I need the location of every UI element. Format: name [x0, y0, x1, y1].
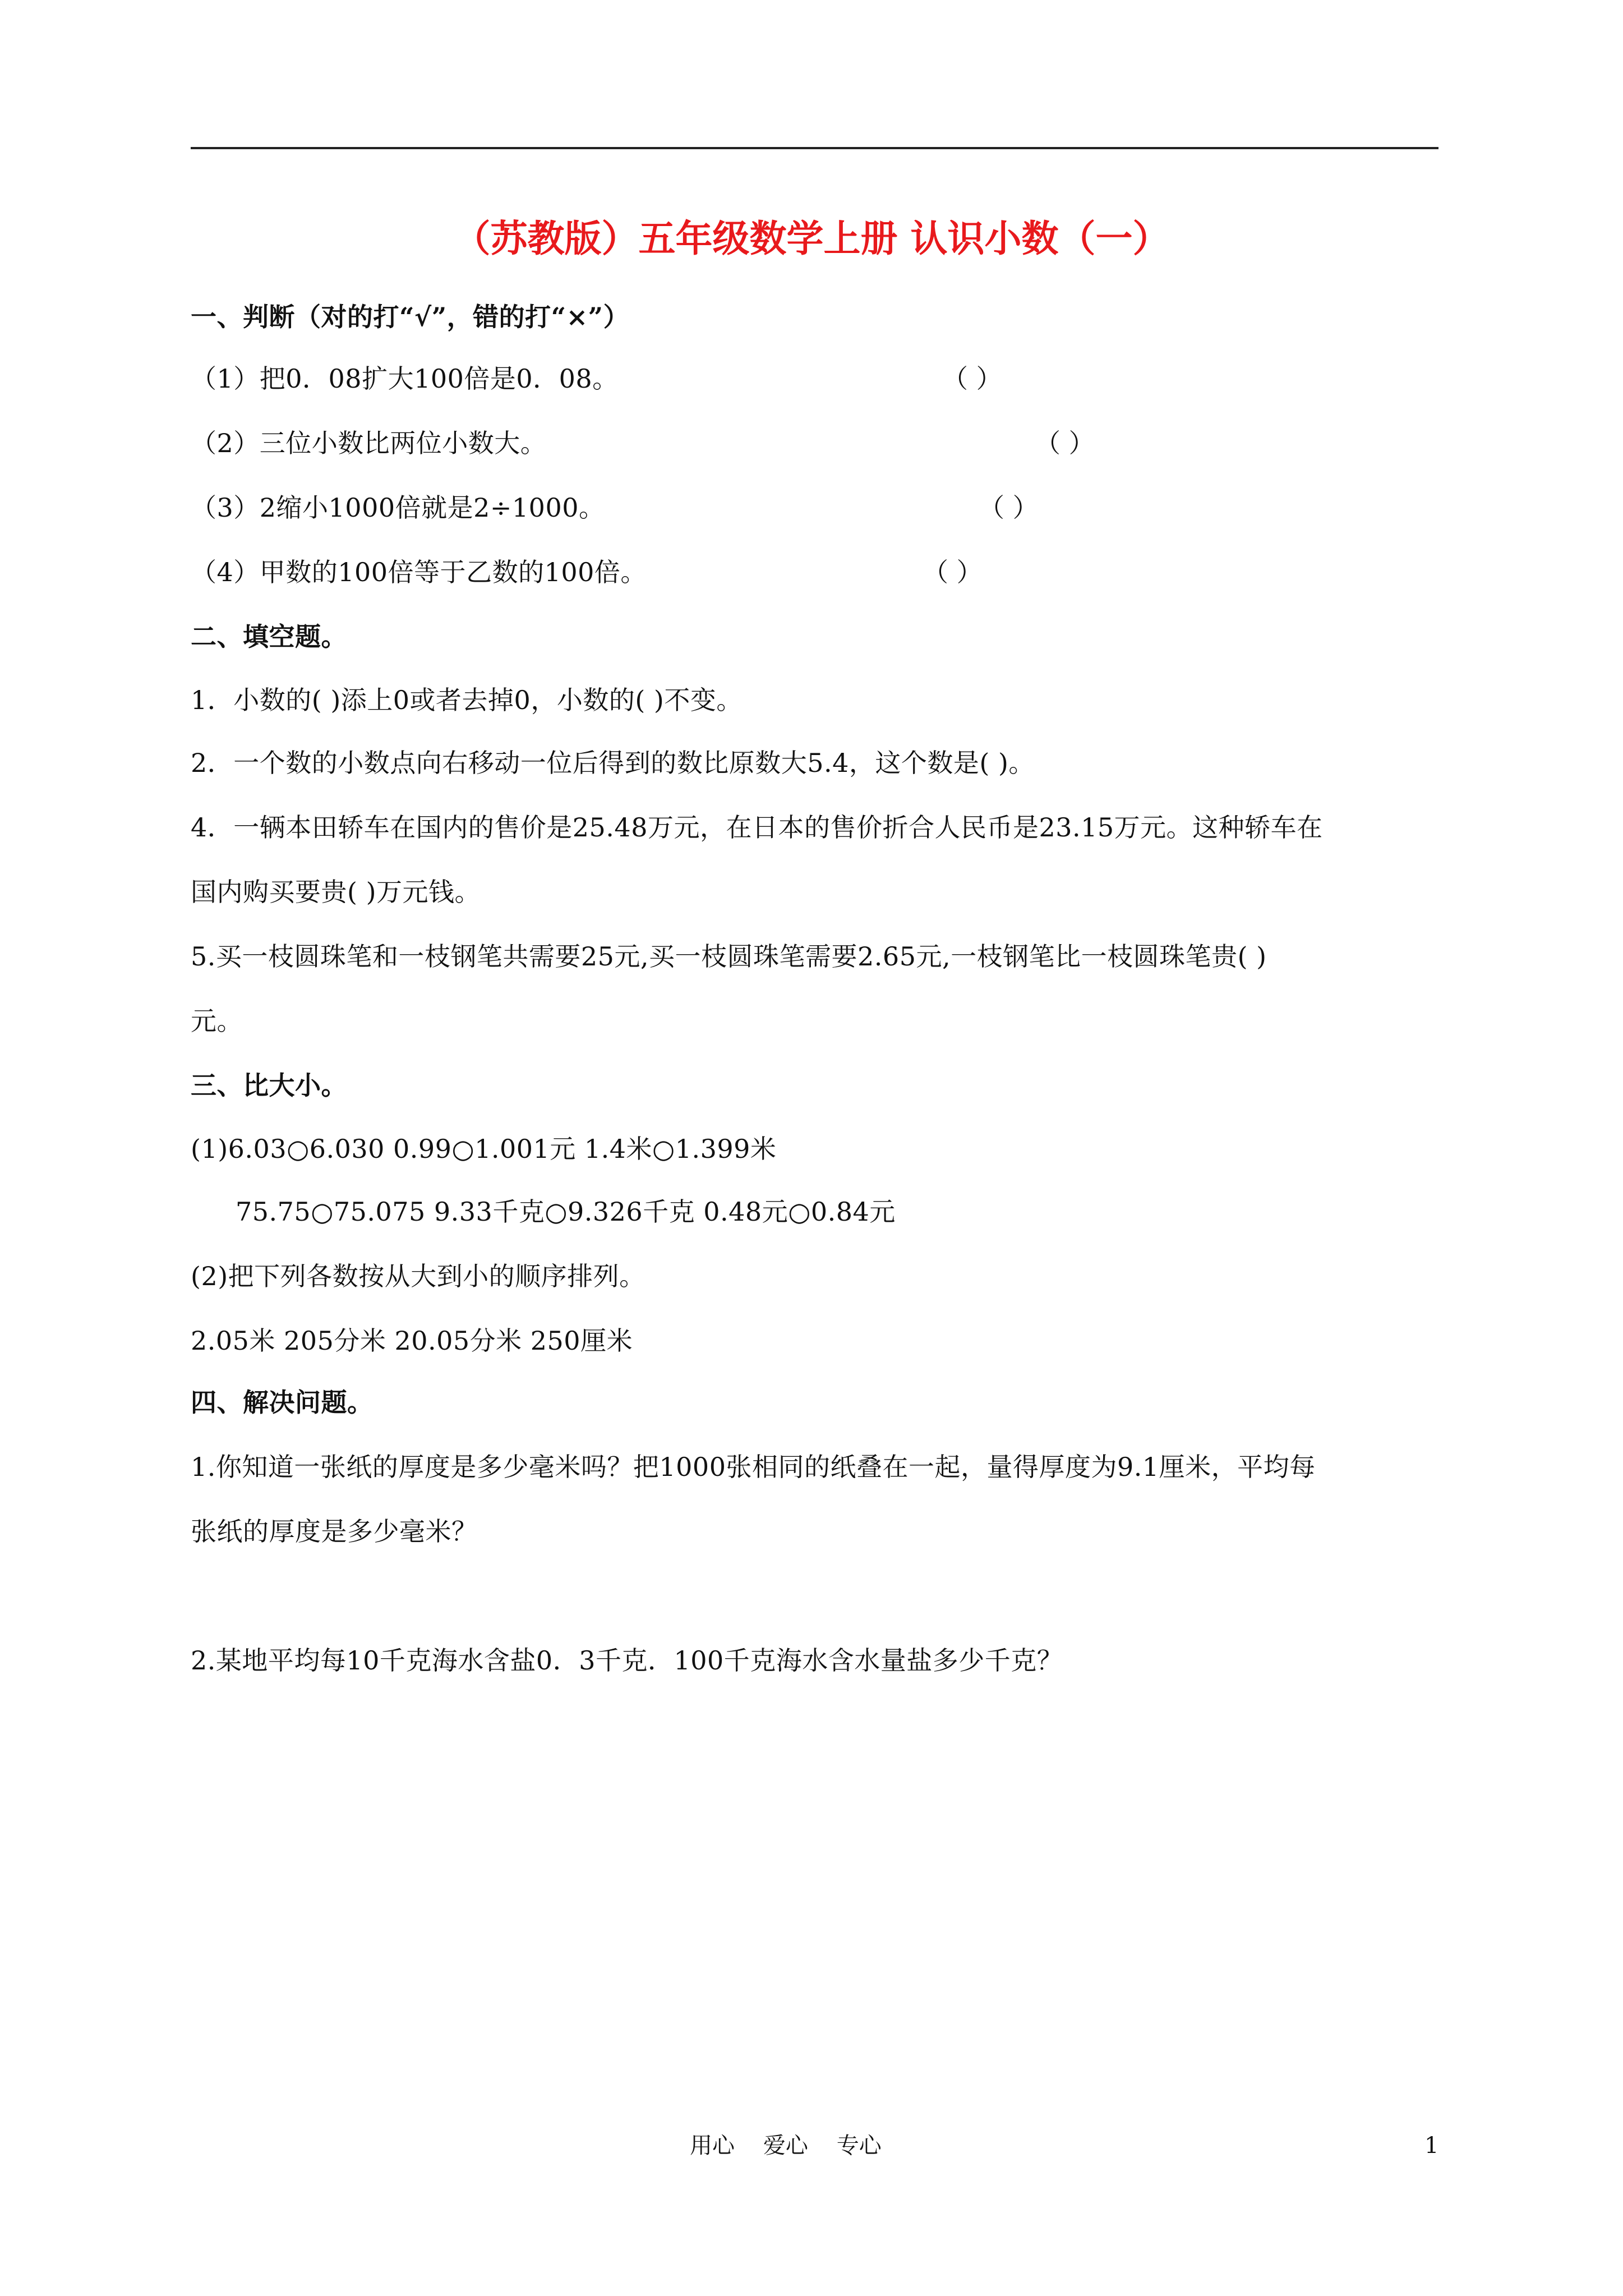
header-rule: [191, 147, 1438, 149]
judge-answer-1[interactable]: （ ）: [942, 364, 1002, 394]
problem-1-line1: 1.你知道一张纸的厚度是多少毫米吗？把1000张相同的纸叠在一起，量得厚度为9.1厘米，平均每: [191, 1452, 1316, 1482]
section2-heading: 二、填空题。: [191, 622, 347, 652]
judge-item-2: （2）三位小数比两位小数大。: [191, 428, 547, 458]
section3-heading: 三、比大小。: [191, 1070, 347, 1101]
judge-answer-3[interactable]: （ ）: [979, 493, 1039, 523]
section4-heading: 四、解决问题。: [191, 1387, 374, 1418]
judge-answer-4[interactable]: （ ）: [923, 557, 983, 587]
fill-item-4-line1: 4．一辆本田轿车在国内的售价是25.48万元，在日本的售价折合人民币是23.15万元。这种轿车在: [191, 812, 1323, 843]
compare-row-2: 75.75○75.075 9.33千克○9.326千克 0.48元○0.84元: [236, 1197, 896, 1227]
judge-answer-2[interactable]: （ ）: [1035, 428, 1095, 458]
fill-item-4-line2: 国内购买要贵( )万元钱。: [191, 877, 481, 907]
problem-1-line2: 张纸的厚度是多少毫米？: [191, 1516, 478, 1547]
page-number: 1: [1424, 2133, 1439, 2159]
section1-heading: 一、判断（对的打“√”，错的打“×”）: [191, 302, 630, 332]
fill-item-5-line1: 5.买一枝圆珠笔和一枝钢笔共需要25元,买一枝圆珠笔需要2.65元,一枝钢笔比一枝圆珠笔贵( ): [191, 941, 1267, 972]
page-title: （苏教版）五年级数学上册 认识小数（一）: [453, 217, 1170, 260]
problem-2: 2.某地平均每10千克海水含盐0．3千克．100千克海水含水量盐多少千克？: [191, 1645, 1063, 1676]
judge-item-4: （4）甲数的100倍等于乙数的100倍。: [191, 557, 647, 587]
order-numbers: 2.05米 205分米 20.05分米 250厘米: [191, 1326, 633, 1356]
footer-motto: 用心 爱心 专心: [690, 2133, 882, 2159]
compare-row-1: (1)6.03○6.030 0.99○1.001元 1.4米○1.399米: [191, 1134, 777, 1164]
fill-item-1: 1．小数的( )添上0或者去掉0，小数的( )不变。: [191, 685, 743, 715]
fill-item-2: 2．一个数的小数点向右移动一位后得到的数比原数大5.4，这个数是( )。: [191, 748, 1035, 778]
order-instruction: (2)把下列各数按从大到小的顺序排列。: [191, 1261, 645, 1291]
fill-item-5-line2: 元。: [191, 1006, 243, 1036]
judge-item-1: （1）把0．08扩大100倍是0．08。: [191, 364, 619, 394]
judge-item-3: （3）2缩小1000倍就是2÷1000。: [191, 493, 605, 523]
